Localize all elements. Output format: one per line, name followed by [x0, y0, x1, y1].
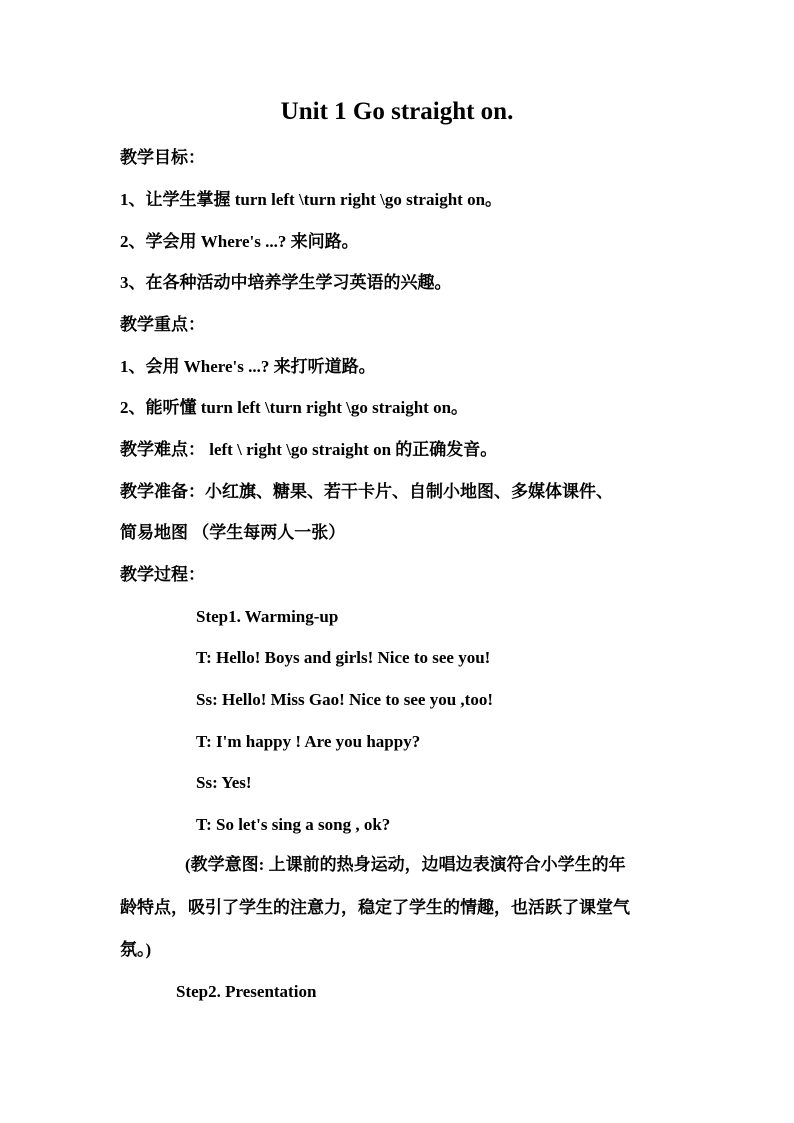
dialogue-line: T: I'm happy ! Are you happy?: [196, 732, 421, 751]
key-point-item: 2、能听懂 turn left \turn right \go straight on。: [120, 398, 469, 417]
dialogue-line: T: So let's sing a song , ok?: [196, 815, 391, 834]
dialogue-line: T: Hello! Boys and girls! Nice to see you!: [196, 648, 491, 667]
dialogue-line: Ss: Hello! Miss Gao! Nice to see you ,too!: [196, 690, 493, 709]
step2-heading: Step2. Presentation: [176, 982, 317, 1001]
preparation-line: 简易地图 （学生每两人一张）: [120, 523, 346, 542]
objective-item: 1、让学生掌握 turn left \turn right \go straight on。: [120, 190, 503, 209]
document-title: Unit 1 Go straight on.: [280, 98, 514, 125]
key-point-item: 1、会用 Where's ...? 来打听道路。: [120, 357, 376, 376]
teaching-note: 氛。): [120, 940, 152, 959]
objectives-heading: 教学目标：: [120, 148, 205, 167]
objective-item: 2、学会用 Where's ...? 来问路。: [120, 232, 359, 251]
objective-item: 3、在各种活动中培养学生学习英语的兴趣。: [120, 273, 452, 292]
teaching-note: (教学意图: 上课前的热身运动，边唱边表演符合小学生的年: [185, 855, 626, 874]
process-heading: 教学过程：: [120, 565, 205, 584]
difficulty-line: 教学难点： left \ right \go straight on 的正确发音。: [120, 440, 498, 459]
teaching-note: 龄特点，吸引了学生的注意力，稳定了学生的情趣，也活跃了课堂气: [120, 898, 630, 917]
preparation-line: 教学准备：小红旗、糖果、若干卡片、自制小地图、多媒体课件、: [120, 482, 613, 501]
key-points-heading: 教学重点：: [120, 315, 205, 334]
dialogue-line: Ss: Yes!: [196, 773, 252, 792]
step1-heading: Step1. Warming-up: [196, 607, 339, 626]
